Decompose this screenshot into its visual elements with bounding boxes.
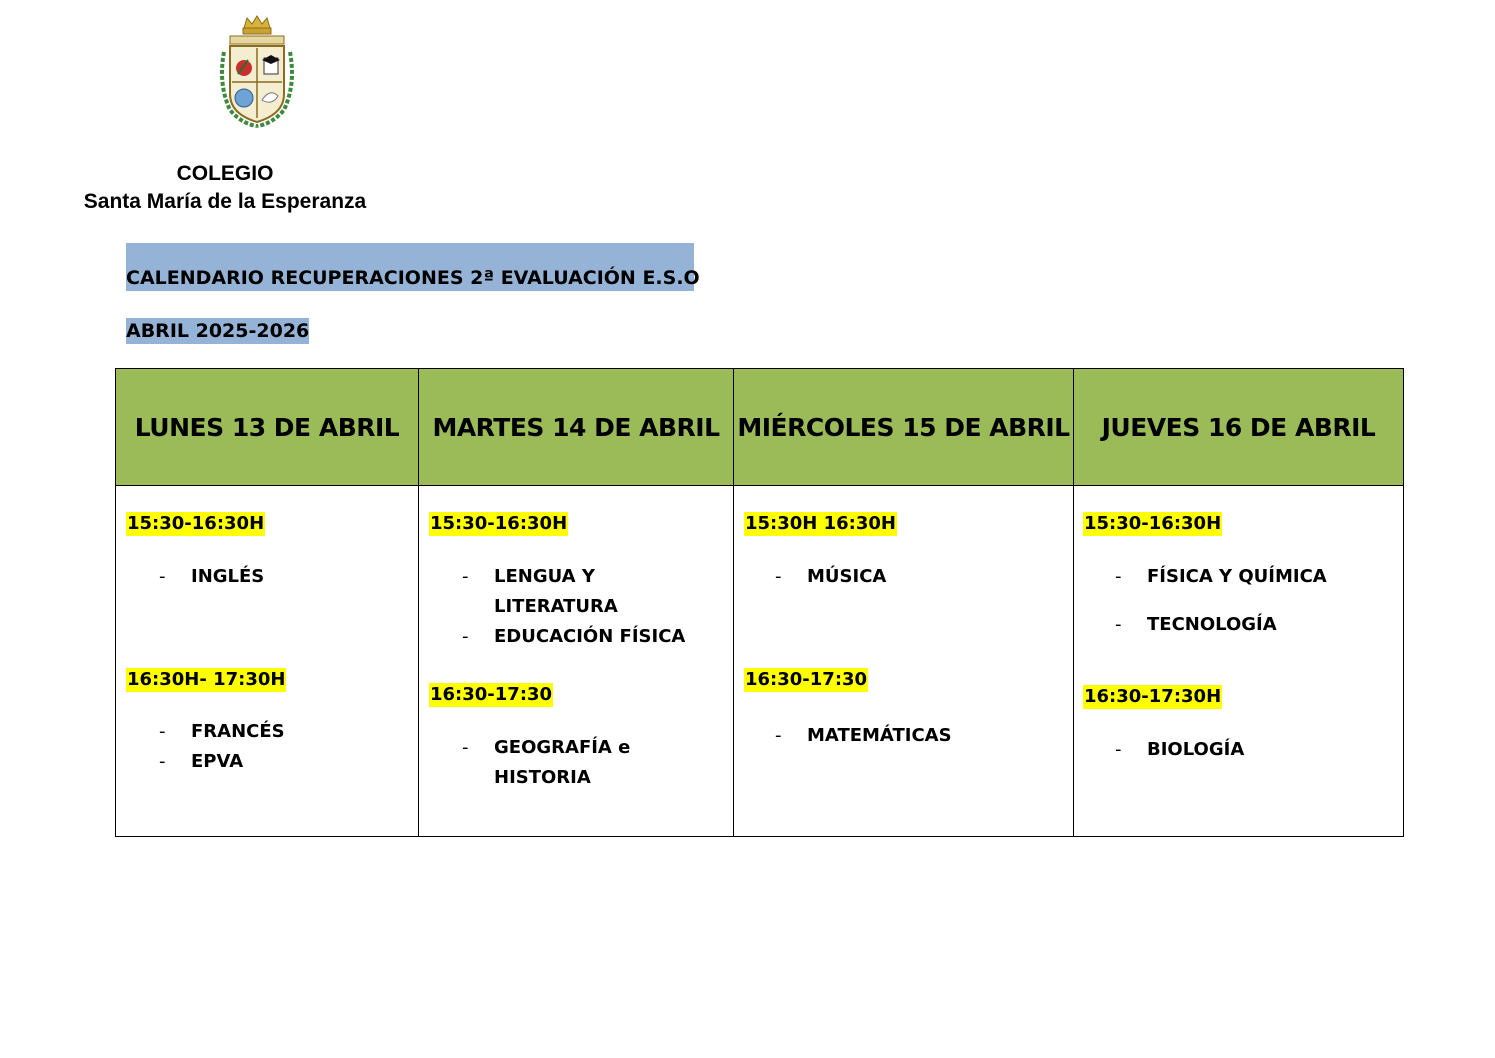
subject-item: - TECNOLOGÍA — [1115, 614, 1277, 635]
calendar-title-text: CALENDARIO RECUPERACIONES 2ª EVALUACIÓN E.S.O — [126, 267, 700, 289]
time-slot: 16:30-17:30 — [430, 684, 553, 705]
period-title: ABRIL 2025-2026 — [126, 320, 310, 342]
subject-item: - BIOLOGÍA — [1115, 739, 1245, 760]
table-header-row — [116, 369, 1404, 486]
subject-item: - MÚSICA — [775, 566, 887, 587]
day-cell-monday — [116, 486, 419, 837]
school-crest-logo — [216, 14, 298, 130]
exam-schedule-table — [115, 368, 1404, 837]
subject-item: - EDUCACIÓN FÍSICA — [462, 626, 686, 647]
day-header-wednesday: MIÉRCOLES 15 DE ABRIL — [734, 369, 1074, 486]
subject-label: FRANCÉS — [191, 721, 285, 742]
subject-label: TECNOLOGÍA — [1147, 614, 1277, 635]
subject-label: MATEMÁTICAS — [807, 725, 952, 746]
subject-label: LENGUA Y — [494, 566, 595, 587]
subject-label: EDUCACIÓN FÍSICA — [494, 626, 686, 647]
subject-label: INGLÉS — [191, 566, 265, 587]
subject-item: - INGLÉS — [159, 566, 265, 587]
subject-item: - FÍSICA Y QUÍMICA — [1115, 566, 1327, 587]
subject-label: BIOLOGÍA — [1147, 739, 1245, 760]
subject-item: - FRANCÉS — [159, 721, 285, 742]
day-header-tuesday: MARTES 14 DE ABRIL — [419, 369, 734, 486]
day-cell-wednesday — [734, 486, 1074, 837]
time-slot: 16:30H- 17:30H — [127, 669, 286, 690]
subject-label: EPVA — [191, 751, 244, 772]
subject-label: LITERATURA — [494, 596, 618, 617]
subject-label: MÚSICA — [807, 566, 887, 587]
subject-item: - MATEMÁTICAS — [775, 725, 952, 746]
subject-item-continued — [494, 763, 591, 793]
school-line-1: COLEGIO — [176, 162, 274, 185]
subject-label: FÍSICA Y QUÍMICA — [1147, 566, 1327, 587]
day-cell-thursday — [1074, 486, 1404, 837]
time-slot: 15:30-16:30H — [127, 513, 265, 534]
school-line-2: Santa María de la Esperanza — [83, 190, 367, 213]
subject-item: - EPVA — [159, 751, 244, 772]
subject-label: HISTORIA — [494, 767, 591, 788]
time-slot: 15:30-16:30H — [1084, 513, 1222, 534]
time-slot: 16:30-17:30 — [745, 669, 868, 690]
subject-item-continued — [494, 592, 618, 622]
subject-label: GEOGRAFÍA e — [494, 737, 631, 758]
school-name — [40, 160, 410, 216]
calendar-title — [126, 243, 700, 291]
time-slot: 16:30-17:30H — [1084, 686, 1222, 707]
time-slot: 15:30H 16:30H — [745, 513, 896, 534]
day-header-monday: LUNES 13 DE ABRIL — [116, 369, 419, 486]
day-header-thursday: JUEVES 16 DE ABRIL — [1074, 369, 1404, 486]
subject-item: - GEOGRAFÍA e — [462, 737, 631, 758]
time-slot: 15:30-16:30H — [430, 513, 568, 534]
day-cell-tuesday — [419, 486, 734, 837]
table-body-row — [116, 486, 1404, 837]
subject-item: - LENGUA Y — [462, 566, 595, 587]
